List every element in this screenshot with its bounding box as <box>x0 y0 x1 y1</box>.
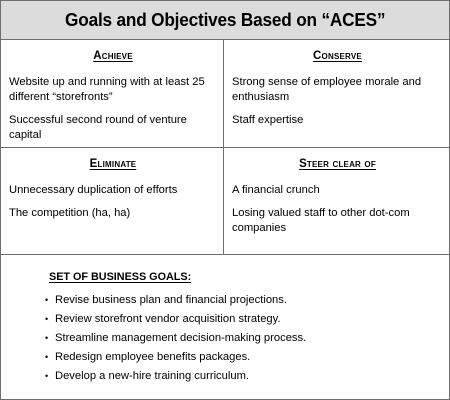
business-goal-text: Streamline management decision-making process. <box>55 332 307 344</box>
quadrant-conserve <box>224 40 449 148</box>
bullet-icon: • <box>45 295 49 305</box>
business-goal-text: Redesign employee benefits packages. <box>55 351 251 363</box>
business-goal-item <box>45 293 439 308</box>
business-goal-text: Develop a new-hire training curriculum. <box>55 370 250 382</box>
business-goal-text: Review storefront vendor acquisition strategy. <box>55 313 281 325</box>
quadrant-eliminate <box>1 148 224 255</box>
bullet-icon: • <box>45 371 49 381</box>
business-goals-heading: SET OF BUSINESS GOALS: <box>49 271 192 283</box>
bullet-icon: • <box>45 333 49 343</box>
bullet-icon: • <box>45 314 49 324</box>
quadrant-item: Website up and running with at least 25 different “storefronts” <box>9 76 205 103</box>
business-goal-item <box>45 331 439 346</box>
title-bar <box>1 1 449 40</box>
business-goals-section <box>1 255 449 398</box>
figure-title: Goals and Objectives Based on “ACES” <box>64 9 386 30</box>
quadrant-heading-conserve: Conserve <box>313 50 362 62</box>
business-goal-item <box>45 369 439 384</box>
business-goal-item <box>45 312 439 327</box>
quadrant-item: Successful second round of venture capital <box>9 114 187 141</box>
quadrant-heading-eliminate: Eliminate <box>89 158 137 170</box>
business-goal-text: Revise business plan and financial projections. <box>55 294 287 306</box>
aces-grid <box>1 40 449 255</box>
quadrant-steer-clear-of <box>224 148 449 255</box>
quadrant-heading-achieve: Achieve <box>93 50 133 62</box>
quadrant-item: A financial crunch <box>232 184 320 196</box>
quadrant-item: The competition (ha, ha) <box>9 207 131 219</box>
quadrant-item: Losing valued staff to other dot-com companies <box>232 207 410 234</box>
quadrant-item: Strong sense of employee morale and enthusiasm <box>232 76 422 103</box>
quadrant-achieve <box>1 40 224 148</box>
bullet-icon: • <box>45 352 49 362</box>
quadrant-item: Unnecessary duplication of efforts <box>9 184 178 196</box>
business-goal-item <box>45 350 439 365</box>
quadrant-item: Staff expertise <box>232 114 304 126</box>
quadrant-heading-steer-clear-of: Steer clear of <box>299 158 376 170</box>
